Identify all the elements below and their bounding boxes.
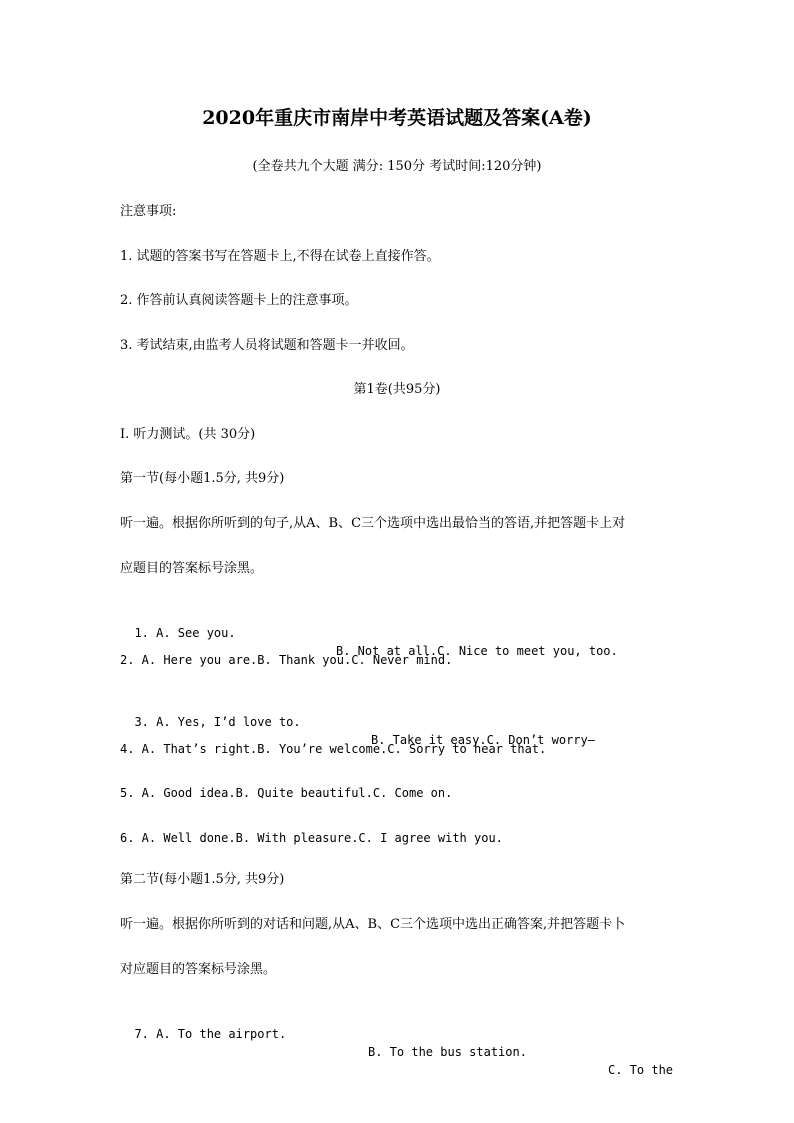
section1-instruction-line2: 应题目的答案标号涂黑。 <box>120 561 264 576</box>
section2-heading: 第二节(每小题1.5分, 共9分) <box>120 872 285 887</box>
listening-heading: I. 听力测试。(共 30分) <box>120 427 256 442</box>
question-3-part-b: B. Take it easy.C. Don’t worry— <box>371 733 595 747</box>
question-7-option-b: B. To the bus station. <box>368 1045 527 1059</box>
note-item-3: 3. 考试结束,由监考人员将试题和答题卡一并收回。 <box>120 338 414 353</box>
question-2: 2. A. Here you are.B. Thank you.C. Never mind. <box>120 653 453 667</box>
note-item-2: 2. 作答前认真阅读答题卡上的注意事项。 <box>120 293 358 308</box>
exam-info: (全卷共九个大题 满分: 150分 考试时间:120分钟) <box>252 159 542 174</box>
question-4: 4. A. That’s right.B. You’re welcome.C. Sorry to hear that. <box>120 742 547 756</box>
question-7-option-c: C. To the <box>608 1063 674 1077</box>
question-7 <box>120 1007 674 1079</box>
note-item-1: 1. 试题的答案书写在答题卡上,不得在试卷上直接作答。 <box>120 249 440 264</box>
volume-heading: 第1卷(共95分) <box>353 382 441 397</box>
question-3-part-a: 3. A. Yes, I’d love to. <box>134 715 301 729</box>
section1-heading: 第一节(每小题1.5分, 共9分) <box>120 471 285 486</box>
question-6: 6. A. Well done.B. With pleasure.C. I agree with you. <box>120 831 503 845</box>
notes-heading: 注意事项: <box>120 204 177 219</box>
page-title: 2020年重庆市南岸中考英语试题及答案(A卷) <box>202 107 592 129</box>
section2-instruction-line1: 听一遍。根据你所听到的对话和问题,从A、B、C三个选项中选出正确答案,并把答题卡卜 <box>120 917 626 932</box>
question-5: 5. A. Good idea.B. Quite beautiful.C. Come on. <box>120 786 453 800</box>
section2-instruction-line2: 对应题目的答案标号涂黑。 <box>120 962 277 977</box>
question-1-part-b: B. Not at all.C. Nice to meet you, too. <box>336 644 618 658</box>
question-1-part-a: 1. A. See you. <box>134 626 236 640</box>
section1-instruction-line1: 听一遍。根据你所听到的句子,从A、B、C三个选项中选出最恰当的答语,并把答题卡上对 <box>120 516 626 531</box>
question-7-option-a: 7. A. To the airport. <box>134 1027 287 1041</box>
